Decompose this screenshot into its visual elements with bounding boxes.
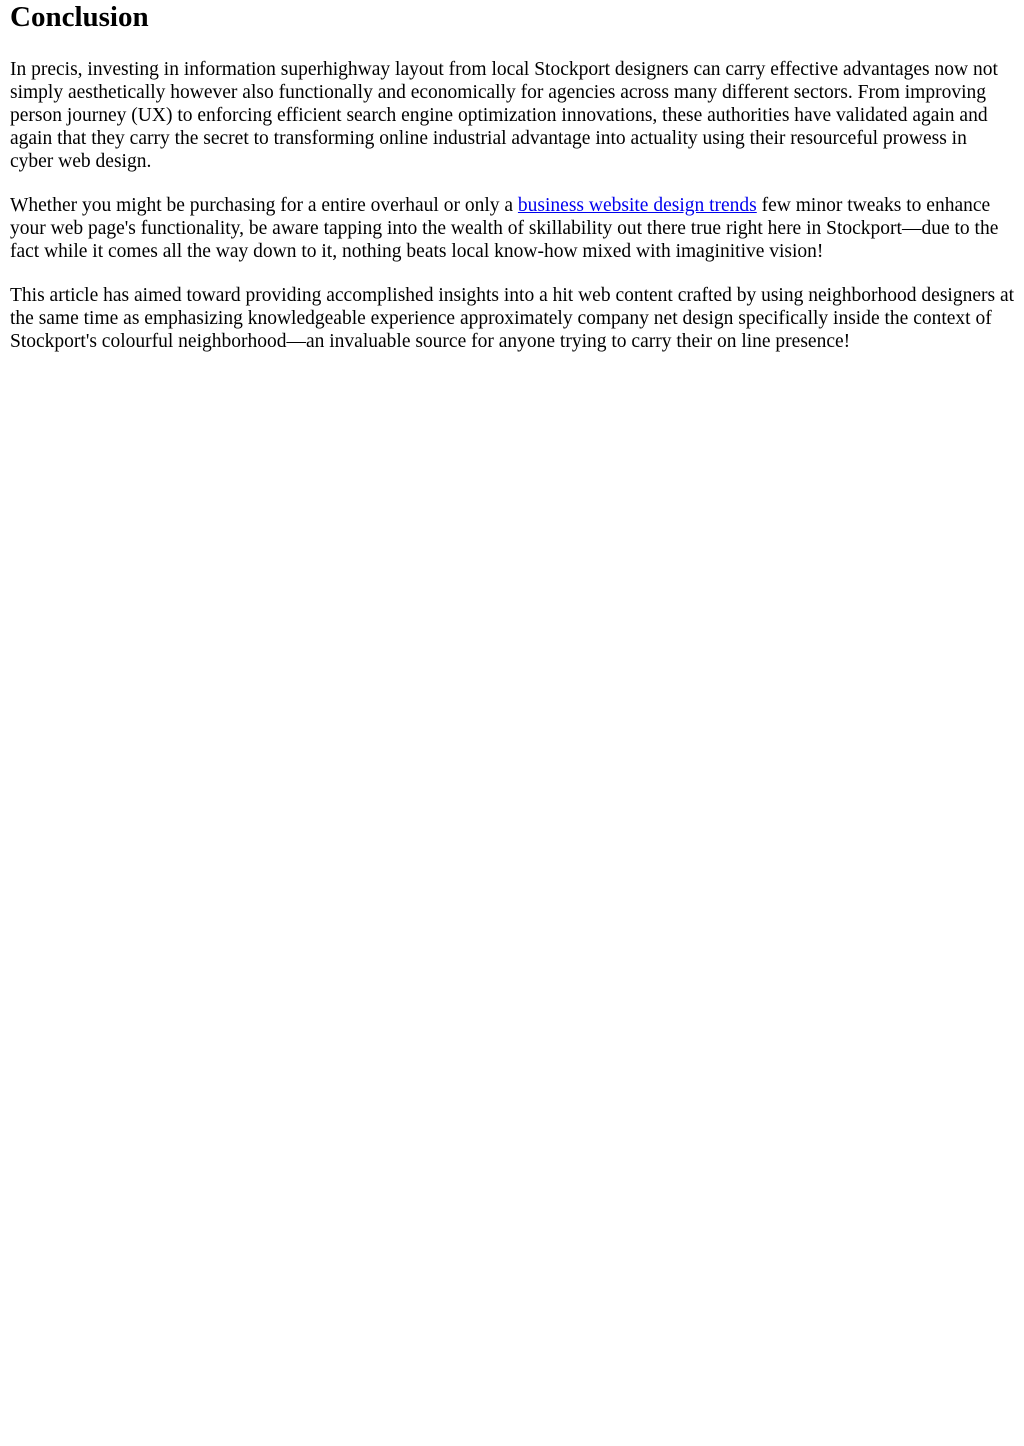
paragraph-with-link <box>10 194 1014 263</box>
paragraph-text-before-link: Whether you might be purchasing for a entire overhaul or only a <box>10 195 518 216</box>
paragraph-summary: In precis, investing in information superhighway layout from local Stockport designers can carry effective advantages now not simply aesthetically however also functionally and economically for agencies across many different sectors. From improving person journey (UX) to enforcing efficient search engine optimization innovations, these authorities have validated again and again that they carry the secret to transforming online industrial advantage into actuality using their resourceful prowess in cyber web design. <box>10 59 998 172</box>
business-website-design-trends-link[interactable]: business website design trends <box>517 195 757 216</box>
paragraph-article-aim: This article has aimed toward providing accomplished insights into a hit web content crafted by using neighborhood designers at the same time as emphasizing knowledgeable experience approximately company net design specifically inside the context of Stockport's colourful neighborhood—an invaluable source for anyone trying to carry their on line presence! <box>10 285 1015 352</box>
paragraph-text-after-link: few minor tweaks to enhance your web page's functionality, be aware tapping into the wealth of skillability out there true right here in Stockport—due to the fact while it comes all the way down to it, nothing beats local know-how mixed with imaginitive vision! <box>10 195 999 262</box>
conclusion-heading: Conclusion <box>10 1 149 33</box>
